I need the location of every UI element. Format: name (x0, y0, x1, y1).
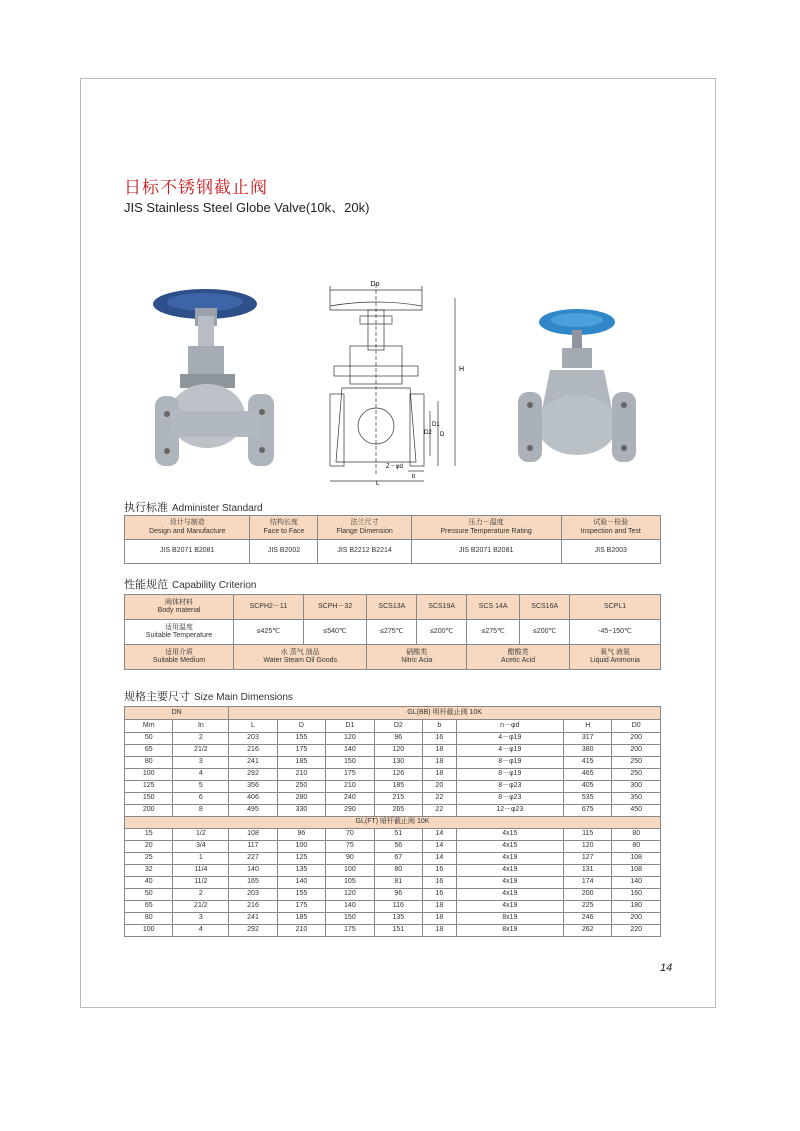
table-cell: 4 (173, 769, 229, 781)
valve-photo-right (512, 300, 642, 472)
table-cell: 4 (173, 925, 229, 937)
table-cell: 14 (423, 853, 457, 865)
table-cell: 96 (374, 889, 422, 901)
section-size-cn: 规格主要尺寸 (124, 690, 190, 703)
section-capability-en: Capability Criterion (172, 580, 257, 591)
drawing-label-d: D (440, 432, 445, 438)
table-cell: 246 (564, 913, 612, 925)
cap-medium: 硝酸类 Nitric Acia (367, 645, 467, 670)
table-cell: 1 (173, 853, 229, 865)
table-cell: 140 (277, 877, 325, 889)
section-size (124, 688, 293, 704)
table-cell: 175 (277, 745, 325, 757)
size-column-header: In (173, 720, 229, 733)
table-cell: 75 (326, 841, 374, 853)
table-cell: 185 (374, 781, 422, 793)
table-cell: 18 (423, 745, 457, 757)
table-cell: 225 (564, 901, 612, 913)
cap-temp: -45~150℃ (570, 620, 661, 645)
size-group2-header: GL(FT) 暗杆截止阀 10K (125, 817, 661, 829)
size-column-header: b (423, 720, 457, 733)
table-cell: 210 (326, 781, 374, 793)
cap-temp: ≤275℃ (367, 620, 417, 645)
table-cell: 108 (229, 829, 277, 841)
table-cell: 415 (564, 757, 612, 769)
size-group1-header: GL(BB) 明杆截止阀 10K (229, 707, 661, 720)
table-cell: 40 (125, 877, 173, 889)
table-cell: 16 (423, 889, 457, 901)
table-cell: 11/2 (173, 877, 229, 889)
table-cell: 317 (564, 733, 612, 745)
table-cell: 151 (374, 925, 422, 937)
table-cell: 70 (326, 829, 374, 841)
table-cell: 140 (612, 877, 661, 889)
table-cell: 165 (229, 877, 277, 889)
cap-temp: ≤425℃ (234, 620, 304, 645)
table-cell: 90 (326, 853, 374, 865)
table-cell: 280 (277, 793, 325, 805)
table-cell: 227 (229, 853, 277, 865)
table-cell: 4x19 (456, 865, 563, 877)
table-row (125, 769, 661, 781)
table-cell: 100 (277, 841, 325, 853)
administer-table (124, 515, 661, 564)
cap-material: SCPH－32 (303, 595, 367, 620)
cap-body-label: 阀体材料 Body material (125, 595, 234, 620)
table-cell: 18 (423, 913, 457, 925)
table-cell: 25 (125, 853, 173, 865)
table-cell: 120 (374, 745, 422, 757)
table-cell: 108 (612, 853, 661, 865)
admin-header-design: 设计与制造 Design and Manufacture (125, 516, 250, 540)
size-column-header: D (277, 720, 325, 733)
table-cell: 200 (612, 745, 661, 757)
table-cell: 216 (229, 901, 277, 913)
table-cell: 81 (374, 877, 422, 889)
valve-photo-left (140, 286, 290, 471)
admin-value-face: JIS B2002 (250, 540, 318, 564)
table-cell: 80 (374, 865, 422, 877)
table-cell: 3 (173, 757, 229, 769)
table-cell: 96 (277, 829, 325, 841)
table-cell: 8－φ19 (456, 769, 563, 781)
table-cell: 2 (173, 733, 229, 745)
table-cell: 80 (612, 829, 661, 841)
table-cell: 203 (229, 889, 277, 901)
table-cell: 215 (374, 793, 422, 805)
table-row (125, 745, 661, 757)
table-cell: 220 (612, 925, 661, 937)
table-row (125, 913, 661, 925)
table-cell: 405 (564, 781, 612, 793)
table-cell: 125 (277, 853, 325, 865)
table-cell: 8－φ23 (456, 781, 563, 793)
table-cell: 200 (612, 733, 661, 745)
table-row (125, 757, 661, 769)
table-cell: 67 (374, 853, 422, 865)
section-capability-cn: 性能规范 (124, 578, 168, 591)
table-cell: 330 (277, 805, 325, 817)
table-row (125, 805, 661, 817)
table-cell: 16 (423, 865, 457, 877)
page-title-cn: 日标不锈钢截止阀 (124, 178, 268, 198)
table-cell: 150 (326, 757, 374, 769)
table-cell: 203 (229, 733, 277, 745)
table-row (125, 865, 661, 877)
table-cell: 100 (326, 865, 374, 877)
admin-value-flange: JIS B2212 B2214 (318, 540, 411, 564)
section-size-en: Size Main Dimensions (194, 692, 293, 703)
table-cell: 51 (374, 829, 422, 841)
table-cell: 127 (564, 853, 612, 865)
table-cell: 15 (125, 829, 173, 841)
table-cell: 200 (612, 913, 661, 925)
table-cell: 292 (229, 925, 277, 937)
section-administer-cn: 执行标准 (124, 501, 168, 514)
table-cell: 140 (326, 745, 374, 757)
admin-value-design: JIS B2071 B2081 (125, 540, 250, 564)
table-cell: 11/4 (173, 865, 229, 877)
table-cell: 18 (423, 901, 457, 913)
drawing-label-l: L (376, 481, 380, 486)
table-cell: 126 (374, 769, 422, 781)
table-cell: 1/2 (173, 829, 229, 841)
table-cell: 210 (277, 769, 325, 781)
table-cell: 6 (173, 793, 229, 805)
size-column-header: D0 (612, 720, 661, 733)
table-row (125, 877, 661, 889)
table-cell: 150 (326, 913, 374, 925)
table-cell: 8 (173, 805, 229, 817)
drawing-label-b: b (412, 474, 416, 480)
drawing-label-do: Do (370, 281, 380, 288)
capability-table (124, 594, 661, 670)
table-cell: 80 (612, 841, 661, 853)
table-cell: 22 (423, 805, 457, 817)
table-cell: 4－φ19 (456, 733, 563, 745)
page-number: 14 (660, 962, 673, 974)
size-column-header: Mm (125, 720, 173, 733)
table-row (125, 781, 661, 793)
table-cell: 3 (173, 913, 229, 925)
size-column-header: D1 (326, 720, 374, 733)
admin-value-pressure: JIS B2071 B2081 (411, 540, 561, 564)
table-cell: 140 (326, 901, 374, 913)
table-cell: 185 (277, 757, 325, 769)
table-cell: 5 (173, 781, 229, 793)
size-column-header: L (229, 720, 277, 733)
table-cell: 16 (423, 733, 457, 745)
table-row (125, 889, 661, 901)
table-cell: 380 (564, 745, 612, 757)
table-cell: 4x19 (456, 853, 563, 865)
size-column-header: H (564, 720, 612, 733)
table-cell: 130 (374, 757, 422, 769)
table-row (125, 901, 661, 913)
table-cell: 115 (564, 829, 612, 841)
table-cell: 18 (423, 757, 457, 769)
cap-medium-label: 适用介质 Suitable Medium (125, 645, 234, 670)
cap-material: SCS 14A (467, 595, 520, 620)
table-cell: 12－φ23 (456, 805, 563, 817)
admin-header-pressure: 压力－温度 Pressure Temperature Rating (411, 516, 561, 540)
table-cell: 250 (612, 757, 661, 769)
table-cell: 356 (229, 781, 277, 793)
table-row (125, 733, 661, 745)
table-cell: 140 (229, 865, 277, 877)
admin-header-face: 结构长度 Face to Face (250, 516, 318, 540)
size-column-header: n－φd (456, 720, 563, 733)
size-column-header: D2 (374, 720, 422, 733)
table-cell: 117 (229, 841, 277, 853)
admin-header-flange: 法兰尺寸 Flange Dimension (318, 516, 411, 540)
table-cell: 262 (564, 925, 612, 937)
table-row (125, 925, 661, 937)
table-cell: 210 (277, 925, 325, 937)
table-cell: 22 (423, 793, 457, 805)
table-cell: 100 (125, 925, 173, 937)
cap-material: SCPH2－11 (234, 595, 304, 620)
table-cell: 180 (612, 901, 661, 913)
table-row (125, 829, 661, 841)
table-cell: 21/2 (173, 745, 229, 757)
admin-header-inspection: 试验－检验 Inspection and Test (561, 516, 660, 540)
table-cell: 16 (423, 877, 457, 889)
table-cell: 241 (229, 913, 277, 925)
drawing-label-d1: D1 (432, 422, 440, 428)
table-cell: 155 (277, 889, 325, 901)
drawing-label-zd: Z－φd (386, 464, 403, 470)
table-cell: 65 (125, 745, 173, 757)
valve-drawing (320, 276, 465, 486)
size-table (124, 706, 661, 937)
table-cell: 8x19 (456, 925, 563, 937)
table-cell: 350 (612, 793, 661, 805)
table-cell: 4x19 (456, 901, 563, 913)
table-cell: 174 (564, 877, 612, 889)
drawing-label-d2: D2 (424, 430, 432, 436)
table-cell: 20 (423, 781, 457, 793)
table-cell: 450 (612, 805, 661, 817)
cap-temp: ≤200℃ (520, 620, 570, 645)
table-cell: 4x19 (456, 877, 563, 889)
table-cell: 160 (612, 889, 661, 901)
table-cell: 108 (612, 865, 661, 877)
table-cell: 80 (125, 913, 173, 925)
cap-temp: ≤540℃ (303, 620, 367, 645)
page-title-en: JIS Stainless Steel Globe Valve(10k、20k) (124, 200, 370, 215)
table-cell: 18 (423, 769, 457, 781)
cap-temp: ≤275℃ (467, 620, 520, 645)
table-cell: 185 (277, 913, 325, 925)
size-dn-header: DN (125, 707, 229, 720)
table-cell: 4－φ19 (456, 745, 563, 757)
table-cell: 14 (423, 841, 457, 853)
table-cell: 290 (326, 805, 374, 817)
table-cell: 200 (125, 805, 173, 817)
table-cell: 56 (374, 841, 422, 853)
table-cell: 265 (374, 805, 422, 817)
table-cell: 240 (326, 793, 374, 805)
table-cell: 65 (125, 901, 173, 913)
cap-temp-label: 适用温度 Suitable Temperature (125, 620, 234, 645)
table-row (125, 853, 661, 865)
table-cell: 116 (374, 901, 422, 913)
table-cell: 155 (277, 733, 325, 745)
cap-medium: 醋酸类 Acetic Acid (467, 645, 570, 670)
table-cell: 250 (612, 769, 661, 781)
table-cell: 120 (326, 889, 374, 901)
table-cell: 4x15 (456, 841, 563, 853)
table-cell: 20 (125, 841, 173, 853)
table-cell: 150 (125, 793, 173, 805)
table-cell: 32 (125, 865, 173, 877)
table-cell: 100 (125, 769, 173, 781)
table-cell: 135 (374, 913, 422, 925)
cap-medium: 氧气 液氨 Liquid Ammonia (570, 645, 661, 670)
table-row (125, 793, 661, 805)
table-cell: 96 (374, 733, 422, 745)
admin-value-inspection: JIS B2003 (561, 540, 660, 564)
table-row (125, 841, 661, 853)
table-cell: 21/2 (173, 901, 229, 913)
section-capability (124, 576, 256, 592)
table-cell: 250 (277, 781, 325, 793)
table-cell: 175 (326, 769, 374, 781)
drawing-label-h: H (459, 366, 465, 373)
table-cell: 465 (564, 769, 612, 781)
table-cell: 406 (229, 793, 277, 805)
table-cell: 495 (229, 805, 277, 817)
table-cell: 675 (564, 805, 612, 817)
table-cell: 241 (229, 757, 277, 769)
table-cell: 50 (125, 733, 173, 745)
table-cell: 300 (612, 781, 661, 793)
table-cell: 3/4 (173, 841, 229, 853)
cap-material: SCS16A (520, 595, 570, 620)
table-cell: 175 (326, 925, 374, 937)
table-cell: 18 (423, 925, 457, 937)
cap-material: SCS19A (417, 595, 467, 620)
table-cell: 2 (173, 889, 229, 901)
cap-material: SCS13A (367, 595, 417, 620)
table-cell: 131 (564, 865, 612, 877)
table-cell: 535 (564, 793, 612, 805)
cap-material: SCPL1 (570, 595, 661, 620)
table-cell: 216 (229, 745, 277, 757)
table-cell: 80 (125, 757, 173, 769)
table-cell: 8－φ19 (456, 757, 563, 769)
section-administer-en: Administer Standard (172, 503, 263, 514)
table-cell: 4x19 (456, 889, 563, 901)
cap-medium: 水 蒸气 油品 Water Steam Oil Goods (234, 645, 367, 670)
table-cell: 292 (229, 769, 277, 781)
table-cell: 125 (125, 781, 173, 793)
table-cell: 135 (277, 865, 325, 877)
table-cell: 120 (564, 841, 612, 853)
table-cell: 8x19 (456, 913, 563, 925)
table-cell: 120 (326, 733, 374, 745)
table-cell: 105 (326, 877, 374, 889)
table-cell: 8－φ23 (456, 793, 563, 805)
table-cell: 4x15 (456, 829, 563, 841)
table-cell: 175 (277, 901, 325, 913)
cap-temp: ≤200℃ (417, 620, 467, 645)
table-cell: 200 (564, 889, 612, 901)
section-administer (124, 499, 263, 515)
table-cell: 14 (423, 829, 457, 841)
table-cell: 50 (125, 889, 173, 901)
